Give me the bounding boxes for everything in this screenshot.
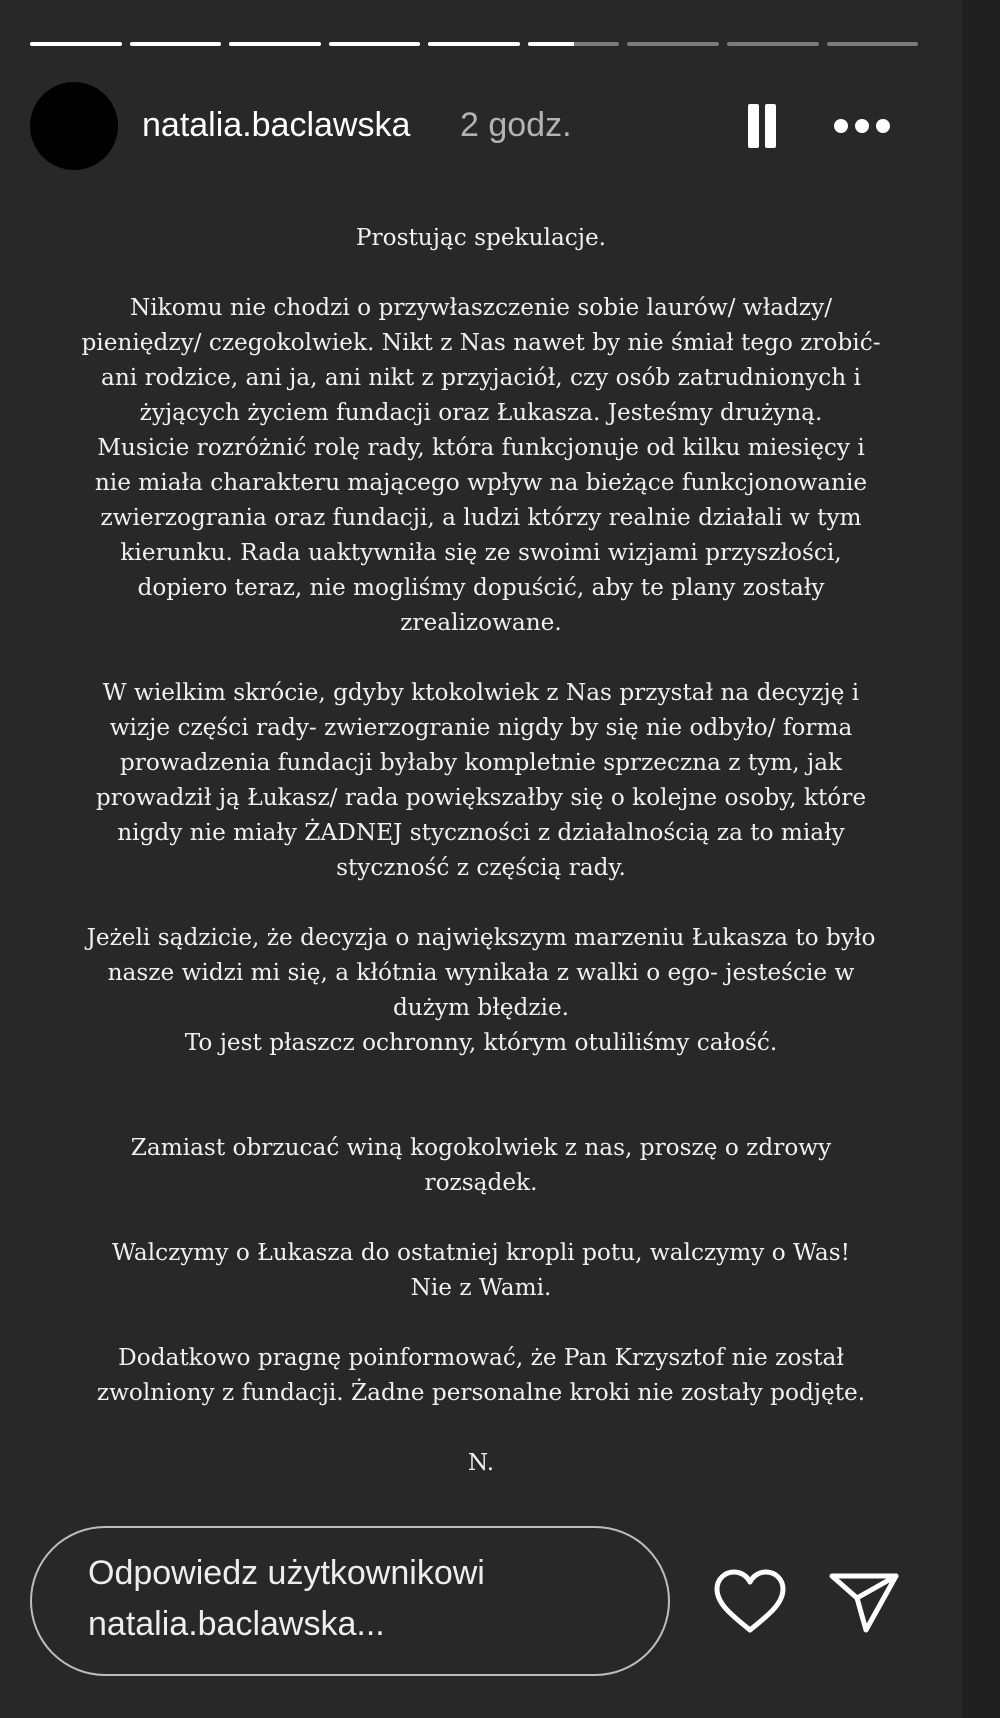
progress-segment [827,42,919,46]
text-line: Nie z Wami. [410,1274,552,1301]
story-progress-bar [30,42,918,46]
progress-segment [528,42,620,46]
text-line: Walczymy o Łukasza do ostatniej kropli potu, walczymy o Was! [112,1239,850,1266]
text-line: żyjących życiem fundacji oraz Łukasza. Jesteśmy drużyną. [139,399,823,426]
send-icon[interactable] [826,1568,902,1636]
text-line: prowadził ją Łukasz/ rada powiększałby się o kolejne osoby, które [95,784,867,811]
reply-placeholder-line: Odpowiedz użytkownikowi [88,1554,485,1592]
text-line: pieniędzy/ czegokolwiek. Nikt z Nas nawet by nie śmiał tego zrobić- [81,329,881,356]
post-title: Prostując spekulacje. [355,224,607,251]
text-line: To jest płaszcz ochronny, którym otuliliśmy całość. [184,1029,778,1056]
username[interactable]: natalia.baclawska [142,106,411,144]
text-line: Jeżeli sądzicie, że decyzja o największym marzeniu Łukasza to było [86,924,876,951]
avatar[interactable] [30,82,118,170]
more-horizontal-icon[interactable] [830,118,894,134]
text-line: zrealizowane. [400,609,562,636]
progress-segment [329,42,421,46]
text-line: zwierzogrania oraz fundacji, a ludzi którzy realnie działali w tym [100,504,862,531]
text-line: styczność z częścią rady. [336,854,626,881]
reply-placeholder-line: natalia.baclawska... [88,1605,385,1643]
text-line: Dodatkowo pragnę poinformować, że Pan Krzysztof nie został [118,1344,844,1371]
progress-segment [229,42,321,46]
pause-icon[interactable] [744,104,780,148]
progress-segment [428,42,520,46]
progress-segment [627,42,719,46]
heart-icon[interactable] [712,1568,788,1636]
text-line: nie miała charakteru mającego wpływ na bieżące funkcjonowanie [94,469,868,496]
text-line: nigdy nie miały ŻADNEJ styczności z działalnością za to miały [117,819,845,846]
text-line: ani rodzice, ani ja, ani nikt z przyjaciół, czy osób zatrudnionych i [101,364,861,391]
text-line: dopiero teraz, nie mogliśmy dopuścić, aby te plany zostały [137,574,825,601]
text-line: Nikomu nie chodzi o przywłaszczenie sobie laurów/ władzy/ [129,294,833,321]
progress-segment [30,42,122,46]
text-line: nasze widzi mi się, a kłótnia wynikała z walki o ego- jesteście w [107,959,855,986]
story-time-ago: 2 godz. [460,106,572,144]
story-text [14,220,948,1480]
progress-segment [130,42,222,46]
viewer-gutter [962,0,1000,1718]
text-line: rozsądek. [424,1169,538,1196]
text-line: W wielkim skrócie, gdyby ktokolwiek z Nas przystał na decyzję i [102,679,860,706]
text-line: zwolniony z fundacji. Żadne personalne kroki nie zostały podjęte. [96,1379,866,1406]
text-line: Zamiast obrzucać winą kogokolwiek z nas, proszę o zdrowy [130,1134,832,1161]
story-header [30,82,930,170]
progress-segment [727,42,819,46]
text-line: dużym błędzie. [392,994,570,1021]
text-line: prowadzenia fundacji byłaby kompletnie sprzeczna z tym, jak [119,749,843,776]
reply-input[interactable] [30,1526,670,1676]
signature: N. [467,1449,495,1476]
text-line: kierunku. Rada uaktywniła się ze swoimi wizjami przyszłości, [120,539,842,566]
text-line: wizje części rady- zwierzogranie nigdy by się nie odbyło/ forma [109,714,853,741]
text-line: Musicie rozróżnić rolę rady, która funkcjonuje od kilku miesięcy i [97,434,865,461]
